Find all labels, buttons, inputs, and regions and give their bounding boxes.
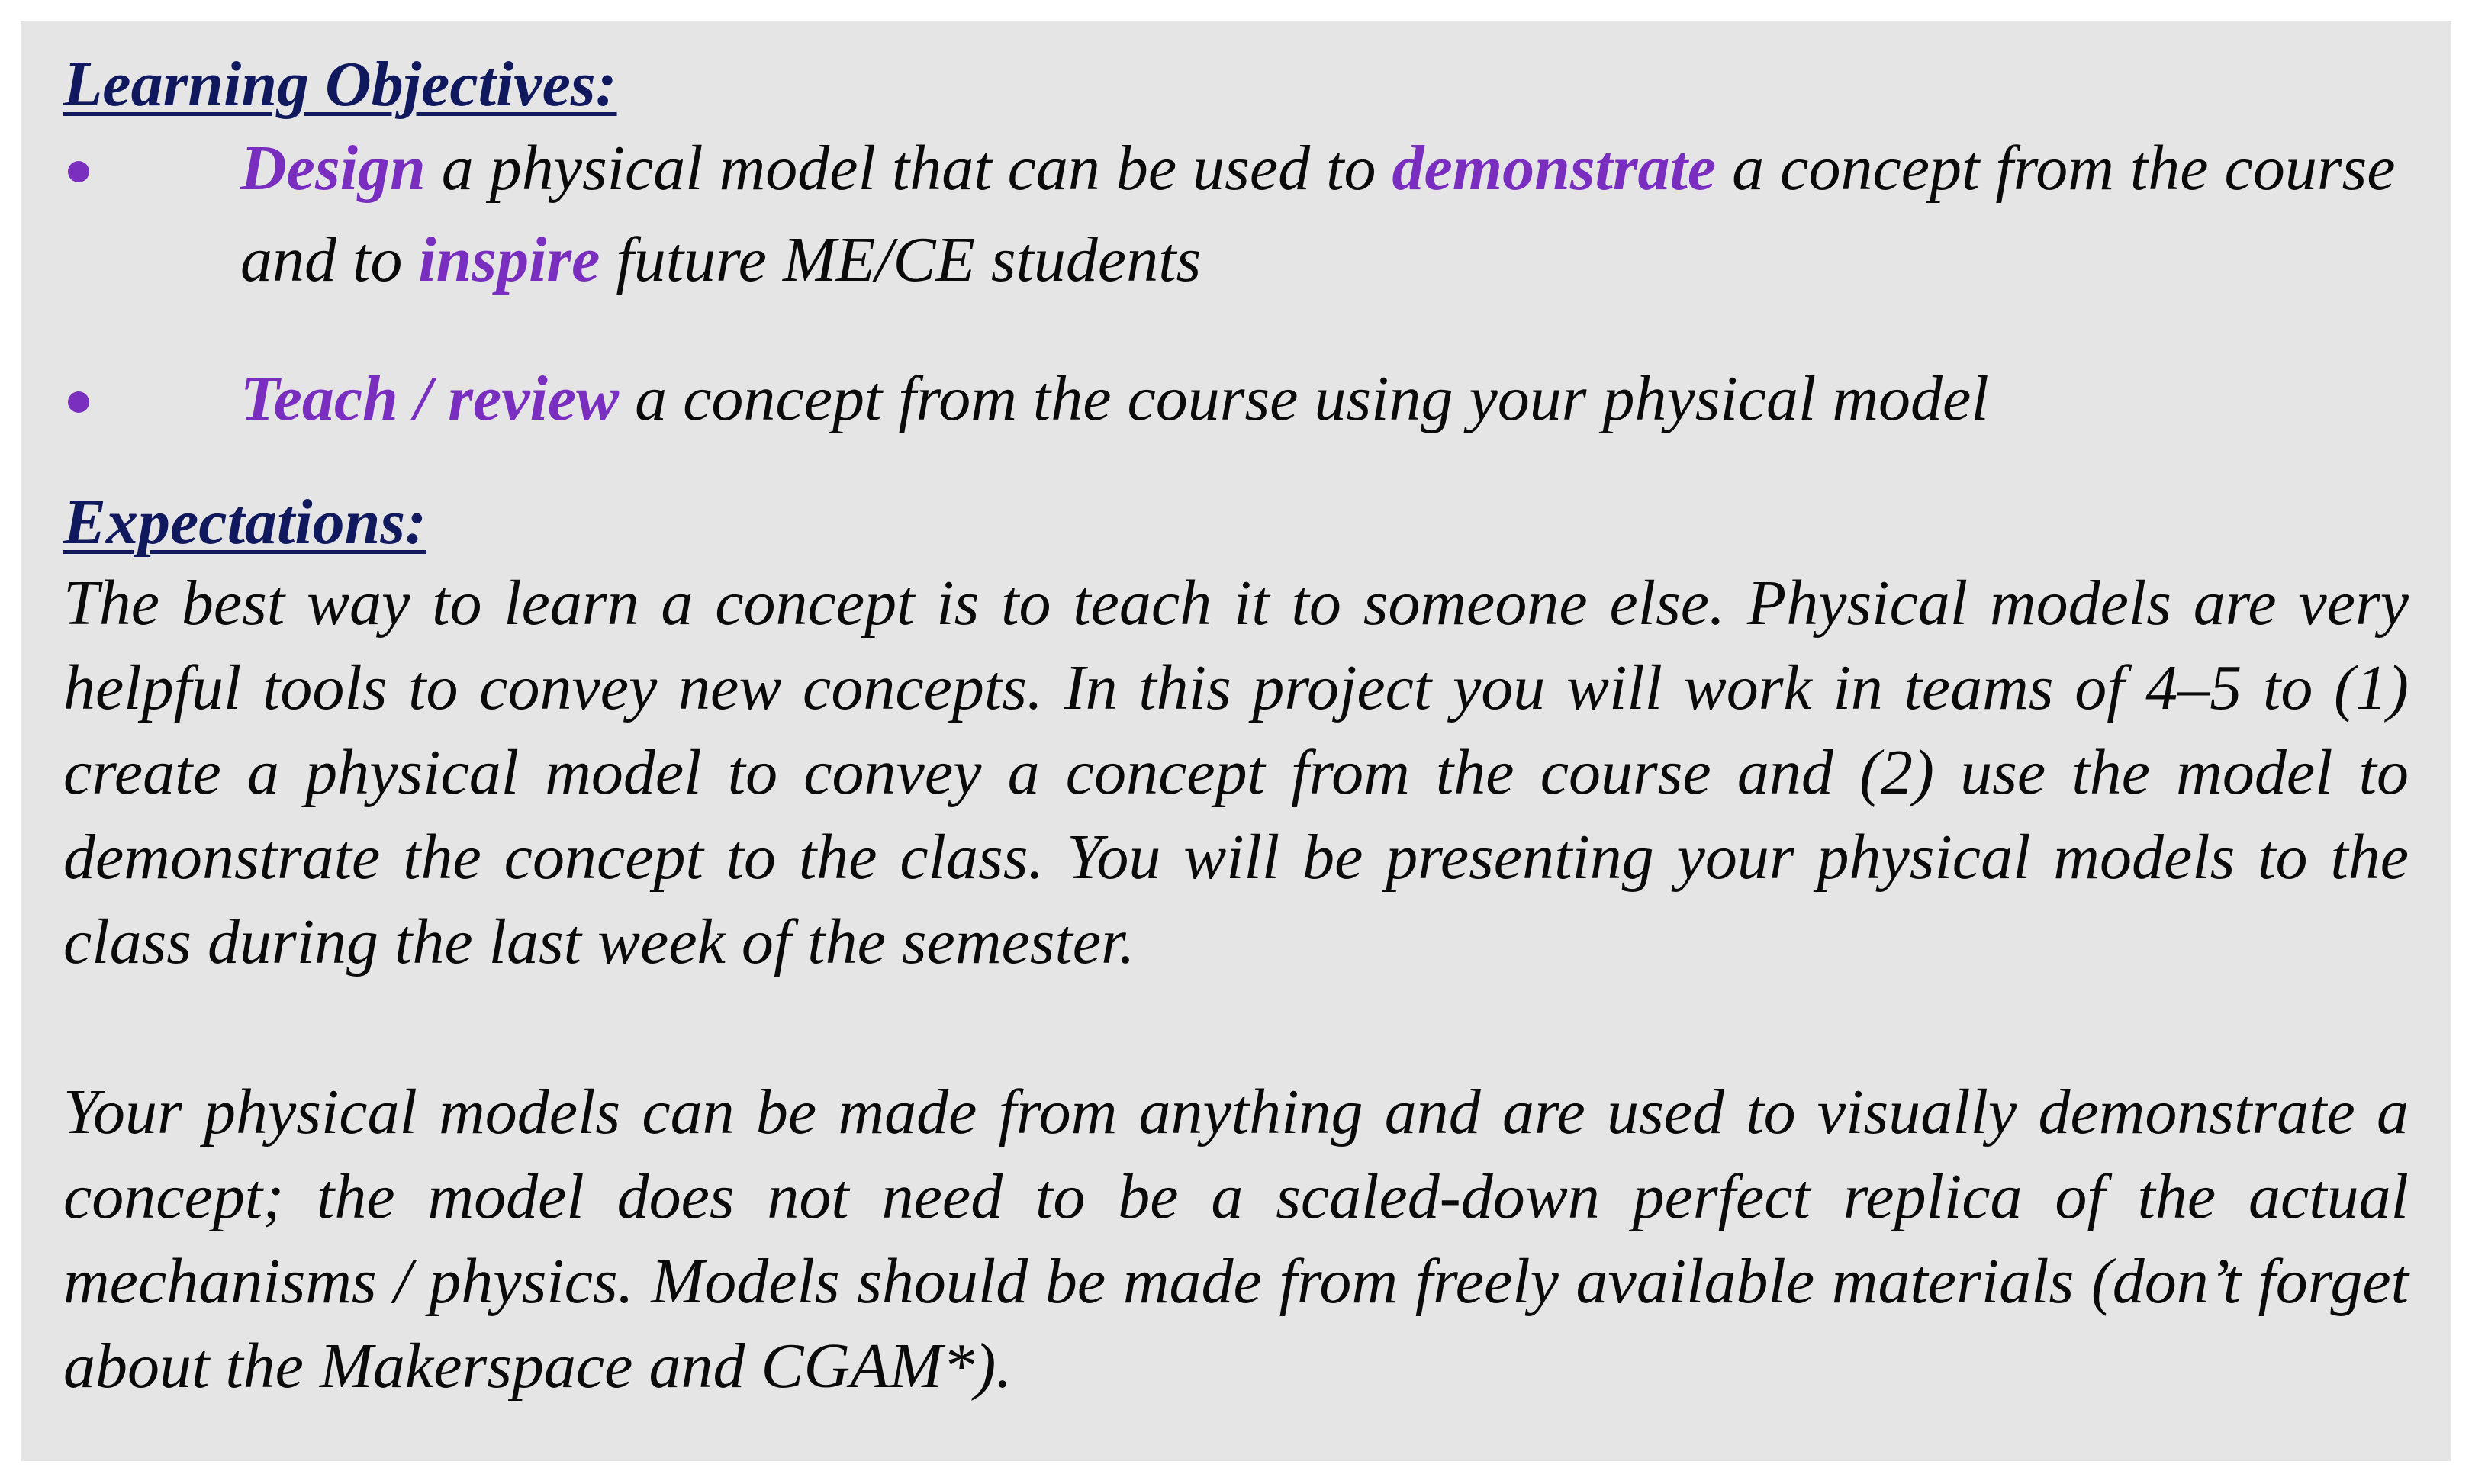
expectations-paragraph-2: Your physical models can be made from anything and are used to visually demonstrate a concept; the model does not need to be a scaled-down perfect replica of the actual mechanisms / physics. Models should be made from freely available materials (don’t forget about the Makerspace and CGAM*).	[63, 1077, 2409, 1402]
keyword-demonstrate: demonstrate	[1392, 133, 1717, 204]
objective-text: a concept from the course using your physical model	[619, 363, 1989, 434]
objective-text: a concept from the course and to	[240, 133, 2396, 295]
bullet-dot-icon	[68, 391, 89, 413]
objective-item-teach	[63, 353, 2409, 445]
objective-text: a physical model that can be used to	[425, 133, 1392, 204]
keyword-design: Design	[240, 133, 426, 204]
keyword-teach-review: Teach / review	[240, 363, 620, 434]
spacer	[63, 445, 2409, 484]
keyword-inspire: inspire	[418, 224, 600, 295]
objectives-list	[63, 123, 2409, 445]
expectations-paragraph-1: The best way to learn a concept is to teach it to someone else. Physical models are very helpful tools to convey new concepts. In this project you will work in teams of 4–5 to (1) create a physical model to convey a concept from the course and (2) use the model to demonstrate the concept to the class. You will be presenting your physical models to the class during the last week of the semester.	[63, 568, 2409, 977]
bullet-dot-icon	[68, 161, 89, 182]
objective-item-design	[63, 123, 2409, 306]
spacer	[63, 984, 2409, 1070]
expectations-heading: Expectations:	[63, 487, 426, 558]
spacer	[63, 306, 2409, 353]
objective-text: future ME/CE students	[600, 224, 1202, 295]
learning-objectives-heading: Learning Objectives:	[63, 49, 617, 120]
document-panel	[21, 21, 2451, 1461]
